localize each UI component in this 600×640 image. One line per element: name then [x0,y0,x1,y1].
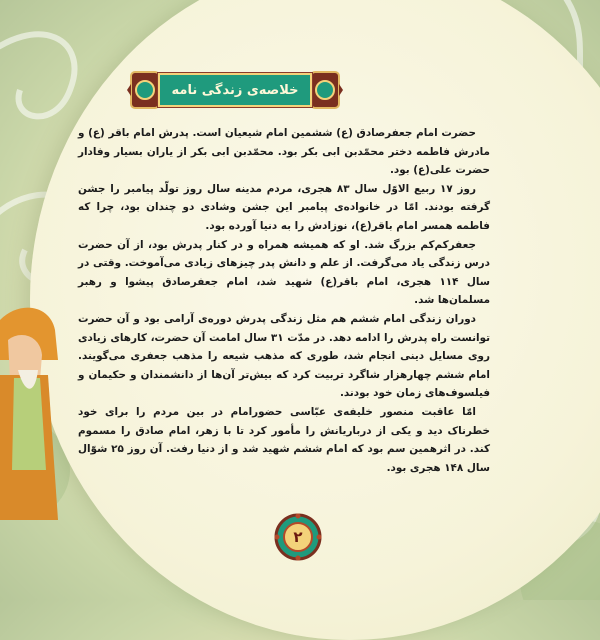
body-text [78,124,490,477]
paragraph-4: دوران زندگی امام ششم هم مثل زندگی پدرش دوره‌ی آرامی بود و آن حضرت توانست راه پدرش را ادامه دهد. در مدّت ۳۱ سال امامت آن حضرت، کارهای زیادی روی مسایل دینی انجام شد، طوری که مذهب شیعه را مذهب جعفری می‌گویند. امام ششم چهارهزار شاگرد تربیت کرد که بیش‌تر آن‌ها از دانشمندان و حکیمان و فیلسوف‌های زمان خود بودند. [78,312,491,400]
title-box [158,73,312,107]
paragraph-5: امّا عاقبت منصور خلیفه‌ی عبّاسی حضورامام در بین مردم را برای خود خطرناک دید و یکی از درباریانش را مأمور کرد تا با زهر، امام صادق را مسموم کند. در اثرهمین سم بود که امام ششم شهید شد و از دنیا رفت. آن روز ۲۵ شوّال سال ۱۴۸ هجری بود. [78,405,491,474]
paragraph-2: روز ۱۷ ربیع الاوّل سال ۸۳ هجری، مردم مدینه سال روز تولّد پیامبر را جشن گرفته بودند. امّا در خانواده‌ی پیامبر این جشن وشادی دو چندان بود، چرا که فاطمه همسر امام باقر(ع)، نوزادش را به دنیا آورده بود. [78,182,490,232]
page-number: ۲ [293,528,303,546]
title-plaque [125,64,345,116]
page-title: خلاصه‌ی زندگی نامه [171,82,299,98]
paragraph-3: جعفرکم‌کم بزرگ شد. او که همیشه همراه و در کنار پدرش بود، از آن حضرت درس زندگی یاد می‌گرفت. از علم و دانش پدر چیزهای زیادی می‌آموخت. وقتی در سال ۱۱۴ هجری، امام باقر(ع) شهید شد، امام جعفرصادق پیشوا و رهبر مسلمان‌ها شد. [78,238,490,307]
illustrated-figure [0,300,62,520]
paragraph-1: حضرت امام جعفرصادق (ع) ششمین امام شیعیان است. پدرش امام باقر (ع) و مادرش فاطمه دختر محمّدبن ابی بکر بود. محمّدبن ابی بکر از یاران بسیار وفادار حضرت علی(ع) بود. [78,127,490,177]
